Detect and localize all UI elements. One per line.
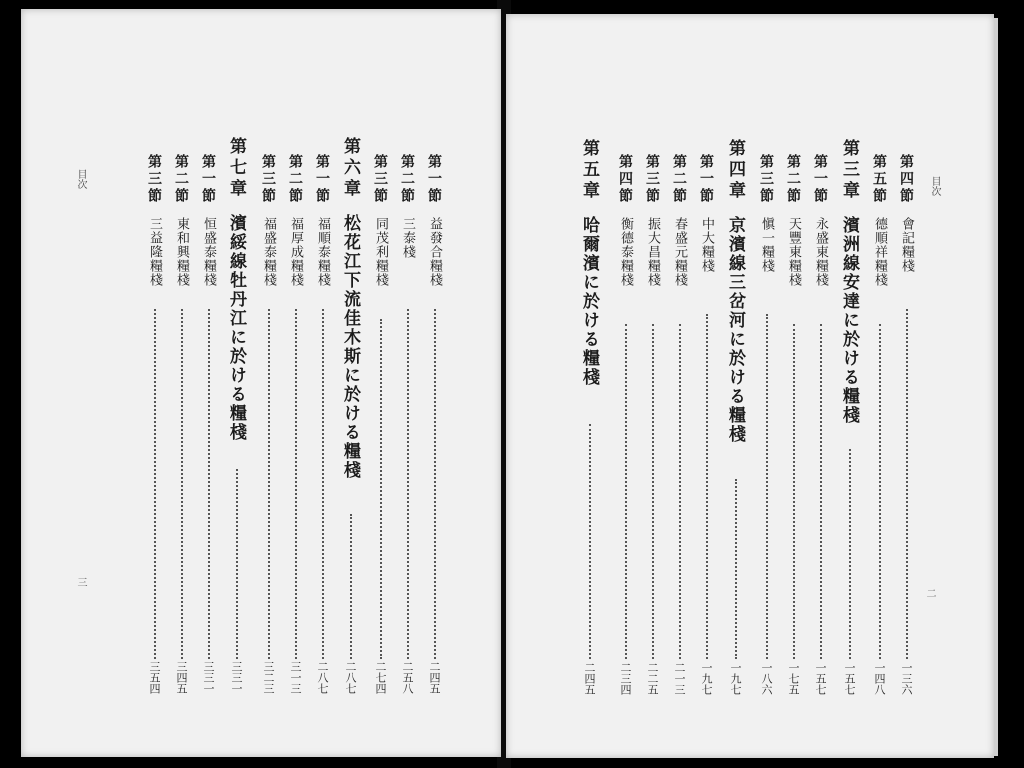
leader-dots (268, 309, 270, 659)
toc-entry (668, 154, 690, 287)
page-number: 二四五 (583, 662, 596, 695)
entry-title: 天豐東糧棧 (786, 217, 801, 287)
leader-dots (154, 309, 156, 659)
chapter-title: 濱洲線安達に於ける糧棧 (839, 216, 859, 425)
toc-chapter (838, 139, 860, 425)
page-number: 三二三 (262, 661, 275, 694)
leader-dots (706, 314, 708, 659)
section-number: 第二節 (399, 154, 415, 205)
toc-entry (895, 154, 917, 273)
toc-chapter (578, 139, 600, 387)
page-number: 一三六 (900, 662, 913, 695)
leader-dots (735, 479, 737, 659)
section-number: 第一節 (698, 154, 714, 205)
section-number: 第三節 (758, 154, 774, 205)
entry-title: 中大糧棧 (699, 217, 714, 273)
leader-dots (625, 324, 627, 659)
leader-dots (849, 449, 851, 659)
page-number: 二八七 (316, 661, 329, 694)
page-number: 三五四 (148, 661, 161, 694)
page-number: 三三一 (230, 661, 243, 694)
page-number: 一五七 (814, 662, 827, 695)
leader-dots (350, 514, 352, 659)
entry-title: 德順祥糧棧 (872, 217, 887, 287)
leader-dots (208, 309, 210, 659)
toc-entry (284, 154, 306, 287)
leader-dots (766, 314, 768, 659)
chapter-number: 第五章 (579, 139, 599, 202)
toc-entry (311, 154, 333, 287)
page-number: 一九七 (729, 662, 742, 695)
toc-chapter (225, 137, 247, 442)
chapter-title: 濱綏線牡丹江に於ける糧棧 (226, 214, 246, 442)
entry-title: 三泰棧 (400, 217, 415, 259)
toc-entry (782, 154, 804, 287)
section-number: 第一節 (200, 154, 216, 205)
toc-chapter (339, 137, 361, 480)
page-number: 三一三 (289, 661, 302, 694)
section-number: 第二節 (671, 154, 687, 205)
entry-title: 會記糧棧 (899, 217, 914, 273)
page-number: 一五七 (843, 662, 856, 695)
leader-dots (906, 309, 908, 659)
leader-dots (380, 319, 382, 659)
page-folio: 二 (924, 588, 935, 598)
page-edge (994, 18, 998, 756)
leader-dots (181, 309, 183, 659)
chapter-title: 松花江下流佳木斯に於ける糧棧 (340, 214, 360, 480)
entry-title: 福厚成糧棧 (288, 217, 303, 287)
entry-title: 三益隆糧棧 (147, 217, 162, 287)
chapter-number: 第七章 (226, 137, 246, 200)
leader-dots (295, 309, 297, 659)
toc-entry (755, 154, 777, 273)
page-number: 二八七 (344, 661, 357, 694)
leader-dots (407, 309, 409, 659)
section-number: 第四節 (617, 154, 633, 205)
entry-title: 振大昌糧棧 (645, 217, 660, 287)
entry-title: 益發合糧棧 (427, 217, 442, 287)
toc-entry (396, 154, 418, 259)
leader-dots (236, 469, 238, 659)
page-number: 一八六 (760, 662, 773, 695)
entry-title: 永盛東糧棧 (813, 217, 828, 287)
running-header: 目次 (929, 176, 940, 196)
page-number: 二三四 (619, 662, 632, 695)
page-number: 三四五 (175, 661, 188, 694)
toc-entry (197, 154, 219, 287)
section-number: 第五節 (871, 154, 887, 205)
leader-dots (589, 424, 591, 659)
section-number: 第一節 (314, 154, 330, 205)
chapter-title: 哈爾濱に於ける糧棧 (579, 216, 599, 387)
page-number: 一四八 (873, 662, 886, 695)
leader-dots (652, 324, 654, 659)
toc-entry (614, 154, 636, 287)
chapter-title: 京濱線三岔河に於ける糧棧 (725, 216, 745, 444)
section-number: 第四節 (898, 154, 914, 205)
leader-dots (679, 324, 681, 659)
toc-entry (423, 154, 445, 287)
chapter-number: 第三章 (839, 139, 859, 202)
toc-entry (170, 154, 192, 287)
section-number: 第三節 (372, 154, 388, 205)
leader-dots (793, 324, 795, 659)
toc-entry (369, 154, 391, 287)
section-number: 第一節 (426, 154, 442, 205)
entry-title: 愼一糧棧 (759, 217, 774, 273)
page-number: 一九七 (700, 662, 713, 695)
leader-dots (820, 324, 822, 659)
page-number: 一七五 (787, 662, 800, 695)
page-number: 二七四 (374, 661, 387, 694)
entry-title: 福盛泰糧棧 (261, 217, 276, 287)
leader-dots (322, 309, 324, 659)
page-number: 二一三 (673, 662, 686, 695)
leader-dots (434, 309, 436, 659)
section-number: 第二節 (173, 154, 189, 205)
right-page (506, 14, 994, 758)
chapter-number: 第四章 (725, 139, 745, 202)
chapter-number: 第六章 (340, 137, 360, 200)
toc-entry (257, 154, 279, 287)
page-number: 三三一 (202, 661, 215, 694)
toc-entry (868, 154, 890, 287)
running-header: 目次 (75, 169, 86, 189)
section-number: 第二節 (785, 154, 801, 205)
toc-chapter (724, 139, 746, 444)
entry-title: 春盛元糧棧 (672, 217, 687, 287)
entry-title: 福順泰糧棧 (315, 217, 330, 287)
leader-dots (879, 324, 881, 659)
entry-title: 恒盛泰糧棧 (201, 217, 216, 287)
page-number: 二二五 (646, 662, 659, 695)
page-folio: 三 (75, 577, 86, 587)
page-number: 二五八 (401, 661, 414, 694)
section-number: 第三節 (146, 154, 162, 205)
toc-entry (695, 154, 717, 273)
section-number: 第三節 (644, 154, 660, 205)
section-number: 第三節 (260, 154, 276, 205)
entry-title: 東和興糧棧 (174, 217, 189, 287)
page-number: 二四五 (428, 661, 441, 694)
toc-entry (641, 154, 663, 287)
entry-title: 同茂利糧棧 (373, 217, 388, 287)
toc-entry (809, 154, 831, 287)
section-number: 第二節 (287, 154, 303, 205)
toc-entry (143, 154, 165, 287)
section-number: 第一節 (812, 154, 828, 205)
left-page (21, 9, 501, 757)
entry-title: 衡德泰糧棧 (618, 217, 633, 287)
